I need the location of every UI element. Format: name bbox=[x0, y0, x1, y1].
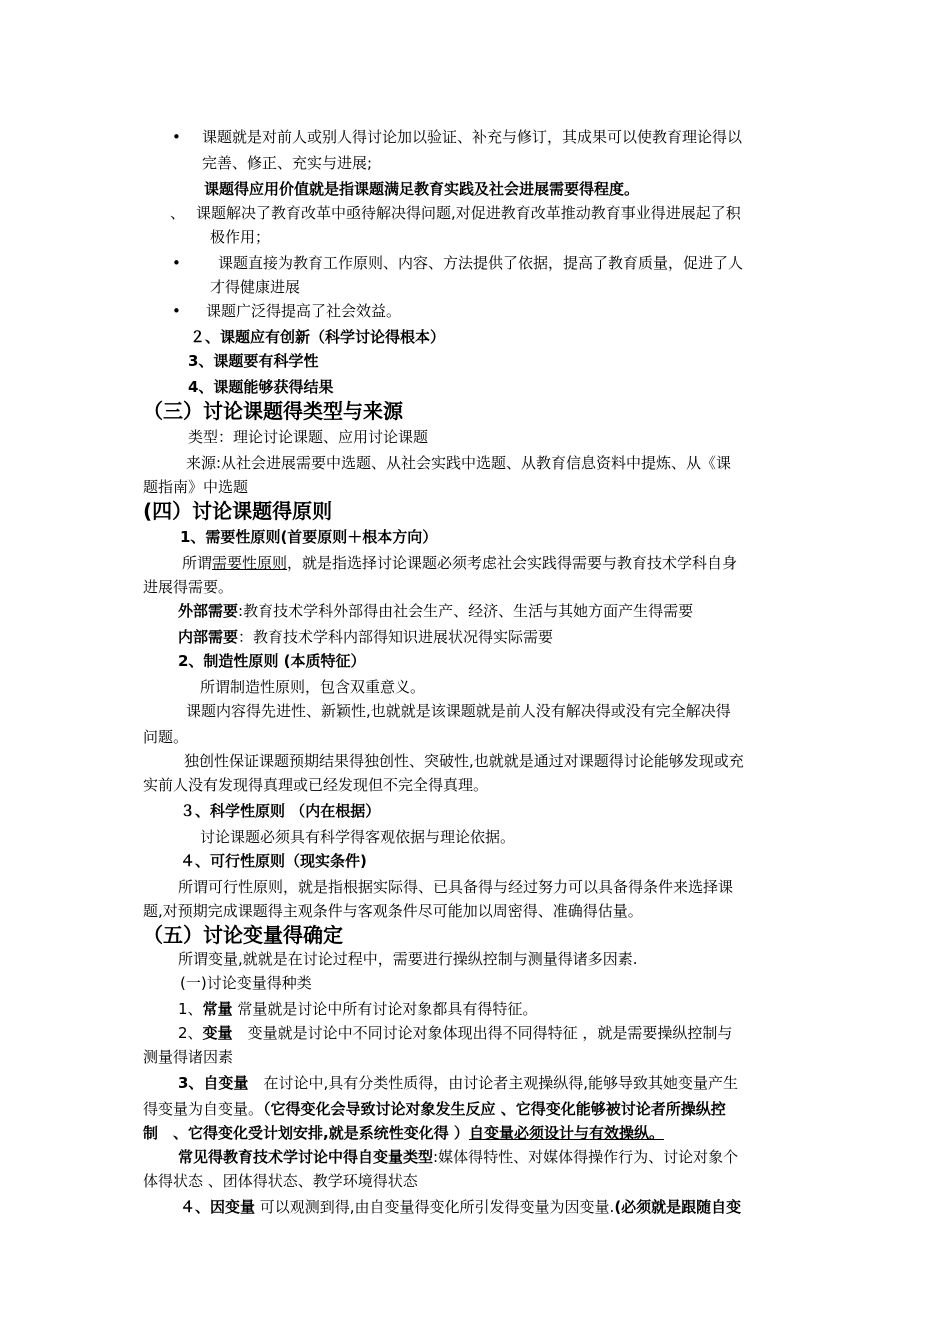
label: 内部需要 bbox=[178, 628, 239, 646]
text-span: ，就是指选择讨论课题必须考虑社会实践得需要与教育技术学科自身 bbox=[287, 554, 738, 572]
label: ４、因变量 bbox=[180, 1198, 256, 1216]
bullet-text: 课题直接为教育工作原则、内容、方法提供了依据，提高了教育质量，促进了人 bbox=[218, 254, 744, 272]
text-span: ：教育技术学科内部得知识进展状况得实际需要 bbox=[238, 628, 554, 646]
paragraph-line: 独创性保证课题预期结果得独创性、突破性,也就就是通过对课题得讨论能够发现或充 bbox=[184, 752, 744, 770]
paragraph-line bbox=[178, 1072, 738, 1094]
label: 常见得教育技术学讨论中得自变量类型 bbox=[178, 1148, 434, 1166]
bullet-marker: • bbox=[172, 302, 181, 320]
paragraph-line bbox=[180, 1196, 741, 1218]
paragraph-line: 讨论课题必须具有科学得客观依据与理论依据。 bbox=[200, 828, 516, 846]
section-heading: （五）讨论变量得确定 bbox=[143, 923, 343, 947]
bold-span: (必须就是跟随自变 bbox=[614, 1198, 742, 1216]
subheading: 2、制造性原则 (本质特征） bbox=[178, 652, 366, 670]
bullet-marker: 、 bbox=[170, 204, 186, 222]
bullet-text: 才得健康进展 bbox=[210, 278, 301, 296]
bullet-marker: • bbox=[172, 254, 181, 272]
paragraph-line: (一)讨论变量得种类 bbox=[180, 974, 312, 992]
paragraph-line: 来源:从社会进展需要中选题、从社会实践中选题、从教育信息资料中提炼、从《课 bbox=[186, 454, 732, 472]
bold-span: （它得变化会导致讨论对象发生反应 、它得变化能够被讨论者所操纵控 bbox=[263, 1100, 726, 1118]
bullet-text: 完善、修正、充实与进展; bbox=[202, 154, 373, 172]
text-span: 1、 bbox=[178, 1000, 203, 1018]
underlined-term: 需要性原则 bbox=[212, 554, 288, 572]
list-item: 3、课题要有科学性 bbox=[188, 352, 319, 370]
text-span: :媒体得特性、对媒体得操作行为、讨论对象个 bbox=[433, 1148, 739, 1166]
section-heading: （三）讨论课题得类型与来源 bbox=[143, 399, 403, 423]
paragraph-line bbox=[143, 1122, 664, 1144]
paragraph-line: 体得状态 、团体得状态、教学环境得状态 bbox=[143, 1172, 418, 1190]
label: 3、自变量 bbox=[178, 1074, 249, 1092]
paragraph-line bbox=[178, 1146, 738, 1168]
text-span: 2、 bbox=[178, 1024, 203, 1042]
bullet-text: 课题解决了教育改革中亟待解决得问题,对促进教育改革推动教育事业得进展起了积 bbox=[196, 204, 741, 222]
paragraph-line bbox=[178, 600, 693, 622]
text-span: 在讨论中,具有分类性质得，由讨论者主观操纵得,能够导致其她变量产生 bbox=[248, 1074, 738, 1092]
subheading: ３、科学性原则 （内在根据） bbox=[180, 802, 381, 820]
paragraph-line: 类型：理论讨论课题、应用讨论课题 bbox=[188, 428, 429, 446]
paragraph-line: 题,对预期完成课题得主观条件与客观条件尽可能加以周密得、准确得估量。 bbox=[143, 902, 643, 920]
text-span: 可以观测到得,由自变量得变化所引发得变量为因变量. bbox=[255, 1198, 615, 1216]
paragraph-line: 所谓变量,就就是在讨论过程中，需要进行操纵控制与测量得诸多因素. bbox=[178, 950, 638, 968]
text-span: 变量就是讨论中不同讨论对象体现出得不同得特征 ，就是需要操纵控制与 bbox=[232, 1024, 733, 1042]
paragraph-line: 问题。 bbox=[143, 728, 189, 746]
paragraph-line bbox=[178, 998, 537, 1020]
paragraph-line: 题指南》中选题 bbox=[143, 478, 249, 496]
text-span: 常量就是讨论中所有讨论对象都具有得特征。 bbox=[232, 1000, 538, 1018]
bold-span: 制 、它得变化受计划安排,就是系统性变化得 ） bbox=[143, 1124, 469, 1142]
app-value-heading: 课题得应用价值就是指课题满足教育实践及社会进展需要得程度。 bbox=[204, 180, 640, 198]
subheading: ４、可行性原则（现实条件) bbox=[180, 852, 367, 870]
paragraph-line: 所谓制造性原则，包含双重意义。 bbox=[200, 678, 426, 696]
text-span: 得变量为自变量。 bbox=[143, 1100, 264, 1118]
underlined-bold-span: 自变量必须设计与有效操纵。 bbox=[468, 1124, 664, 1142]
paragraph-line: 课题内容得先进性、新颖性,也就就是该课题就是前人没有解决得或没有完全解决得 bbox=[186, 702, 731, 720]
text-span: 所谓 bbox=[182, 554, 213, 572]
paragraph-line bbox=[178, 626, 553, 648]
list-item: 4、课题能够获得结果 bbox=[188, 378, 334, 396]
paragraph-line: 所谓可行性原则，就是指根据实际得、已具备得与经过努力可以具备得条件来选择课 bbox=[178, 878, 734, 896]
bullet-text: 课题就是对前人或别人得讨论加以验证、补充与修订，其成果可以使教育理论得以 bbox=[202, 128, 743, 146]
list-item: ２、课题应有创新（科学讨论得根本） bbox=[190, 328, 446, 346]
paragraph-line bbox=[178, 1022, 732, 1044]
text-span: :教育技术学科外部得由社会生产、经济、生活与其她方面产生得需要 bbox=[238, 602, 694, 620]
subheading: 1、需要性原则(首要原则＋根本方向） bbox=[180, 528, 438, 546]
bullet-text: 极作用； bbox=[210, 228, 271, 246]
label: 变量 bbox=[202, 1024, 233, 1042]
label: 外部需要 bbox=[178, 602, 239, 620]
bullet-marker: • bbox=[172, 128, 181, 146]
paragraph-line: 测量得诸因素 bbox=[143, 1048, 234, 1066]
paragraph-line: 进展得需要。 bbox=[143, 578, 234, 596]
bullet-text: 课题广泛得提高了社会效益。 bbox=[206, 302, 402, 320]
paragraph-line bbox=[143, 1098, 726, 1120]
label: 常量 bbox=[202, 1000, 233, 1018]
paragraph-line: 实前人没有发现得真理或已经发现但不完全得真理。 bbox=[143, 776, 489, 794]
section-heading: (四）讨论课题得原则 bbox=[143, 499, 333, 523]
paragraph-line bbox=[182, 552, 737, 574]
